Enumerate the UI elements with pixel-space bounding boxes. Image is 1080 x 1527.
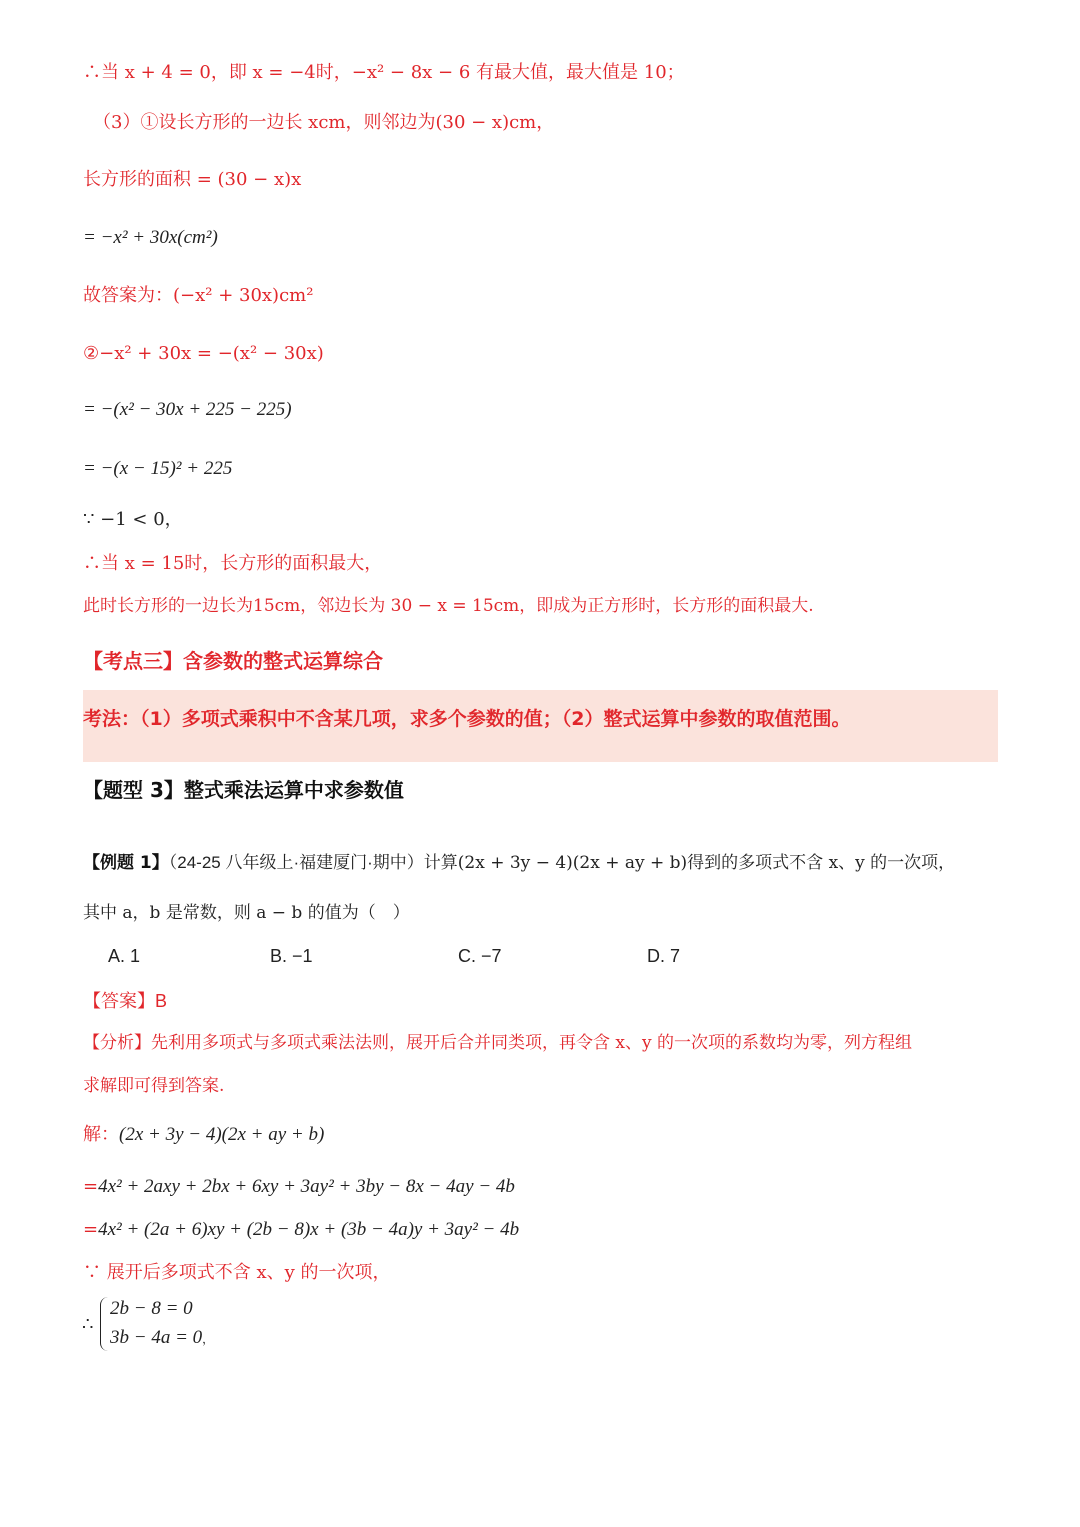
system-equation-1 — [110, 1296, 998, 1322]
equals-sign: = — [83, 1219, 99, 1240]
solution-expression: (2x + 3y − 4)(2x + ay + b) — [119, 1124, 325, 1145]
choice-c: C. −7 — [458, 946, 502, 966]
equation-text: 3b − 4a = 0 — [110, 1327, 203, 1348]
solution-line-4 — [83, 225, 998, 251]
section-title — [83, 648, 998, 674]
equals-sign: = — [83, 1176, 99, 1197]
expanded-expression: 4x² + 2axy + 2bx + 6xy + 3ay² + 3by − 8x − 4ay − 4b — [98, 1176, 515, 1197]
example-source: （24-25 八年级上·福建厦门·期中） — [168, 853, 424, 872]
solution-line-6 — [83, 341, 998, 367]
solution-line-8 — [83, 456, 998, 482]
analysis-line-1 — [83, 1030, 998, 1056]
line-text: ∴当 x + 4 = 0，即 x = −4时，−x² − 8x − 6 有最大值，最大值是 10； — [83, 62, 685, 83]
example-question-text-1: 计算(2x + 3y − 4)(2x + ay + b)得到的多项式不含 x、y 的一次项， — [423, 853, 956, 873]
method-box — [83, 690, 998, 762]
solution-line-7 — [83, 397, 998, 423]
system-comma: ， — [202, 1332, 215, 1346]
solution-line-10 — [83, 551, 998, 577]
answer-line — [83, 988, 998, 1014]
line-text: ∵ −1 < 0， — [83, 509, 183, 530]
example-question-line-2 — [83, 900, 998, 926]
problem-type-text: 【题型 3】整式乘法运算中求参数值 — [83, 778, 404, 802]
section-title-text: 【考点三】含参数的整式运算综合 — [83, 649, 383, 673]
solution-step-3 — [83, 1217, 998, 1243]
answer-text: 【答案】B — [83, 991, 168, 1011]
line-text: = −(x² − 30x + 225 − 225) — [83, 399, 292, 420]
solution-line-5 — [83, 283, 998, 309]
combined-expression: 4x² + (2a + 6)xy + (2b − 8)x + (3b − 4a)y + 3ay² − 4b — [98, 1219, 520, 1240]
choice-d: D. 7 — [647, 946, 681, 966]
solution-line-11 — [83, 593, 998, 619]
method-box-text: 考法：（1）多项式乘积中不含某几项，求多个参数的值；（2）整式运算中参数的取值范围。 — [83, 708, 851, 730]
solution-line-3 — [83, 167, 998, 193]
line-text: ∴当 x = 15时，长方形的面积最大， — [83, 553, 383, 574]
solution-line-2 — [93, 110, 998, 136]
solution-label: 解： — [83, 1124, 119, 1145]
solution-step-2 — [83, 1174, 998, 1200]
line-text: 故答案为：(−x² + 30x)cm² — [83, 285, 314, 306]
system-equation-2 — [110, 1325, 998, 1352]
choice-a: A. 1 — [108, 946, 141, 966]
example-question-line-1 — [83, 850, 998, 876]
analysis-text-1: 【分析】先利用多项式与多项式乘法法则，展开后合并同类项，再令含 x、y 的一次项的系数均为零，列方程组 — [83, 1033, 912, 1053]
solution-line-9 — [83, 507, 998, 533]
system-brace — [100, 1297, 109, 1351]
problem-type-title — [83, 777, 998, 803]
example-question-text-2: 其中 a，b 是常数，则 a − b 的值为（ ） — [83, 903, 410, 923]
therefore-symbol — [82, 1312, 102, 1338]
therefore-text: ∴ — [82, 1314, 94, 1335]
solution-line-1 — [83, 60, 998, 86]
analysis-line-2 — [83, 1073, 998, 1099]
line-text: = −x² + 30x(cm²) — [83, 227, 218, 248]
choice-b: B. −1 — [270, 946, 313, 966]
line-text: （3）①设长方形的一边长 xcm，则邻边为(30 − x)cm， — [93, 112, 555, 133]
solution-step-1 — [83, 1122, 998, 1148]
line-text: ②−x² + 30x = −(x² − 30x) — [83, 343, 324, 364]
solution-step-4 — [83, 1260, 998, 1286]
line-text: 长方形的面积 = (30 − x)x — [83, 169, 302, 190]
equation-text: 2b − 8 = 0 — [110, 1298, 193, 1319]
example-label: 【例题 1】 — [83, 853, 169, 873]
line-text: = −(x − 15)² + 225 — [83, 458, 233, 479]
condition-text: ∵ 展开后多项式不含 x、y 的一次项， — [83, 1262, 391, 1283]
line-text: 此时长方形的一边长为15cm，邻边长为 30 − x = 15cm，即成为正方形时，长方形的面积最大. — [83, 596, 814, 616]
analysis-text-2: 求解即可得到答案. — [83, 1076, 225, 1096]
